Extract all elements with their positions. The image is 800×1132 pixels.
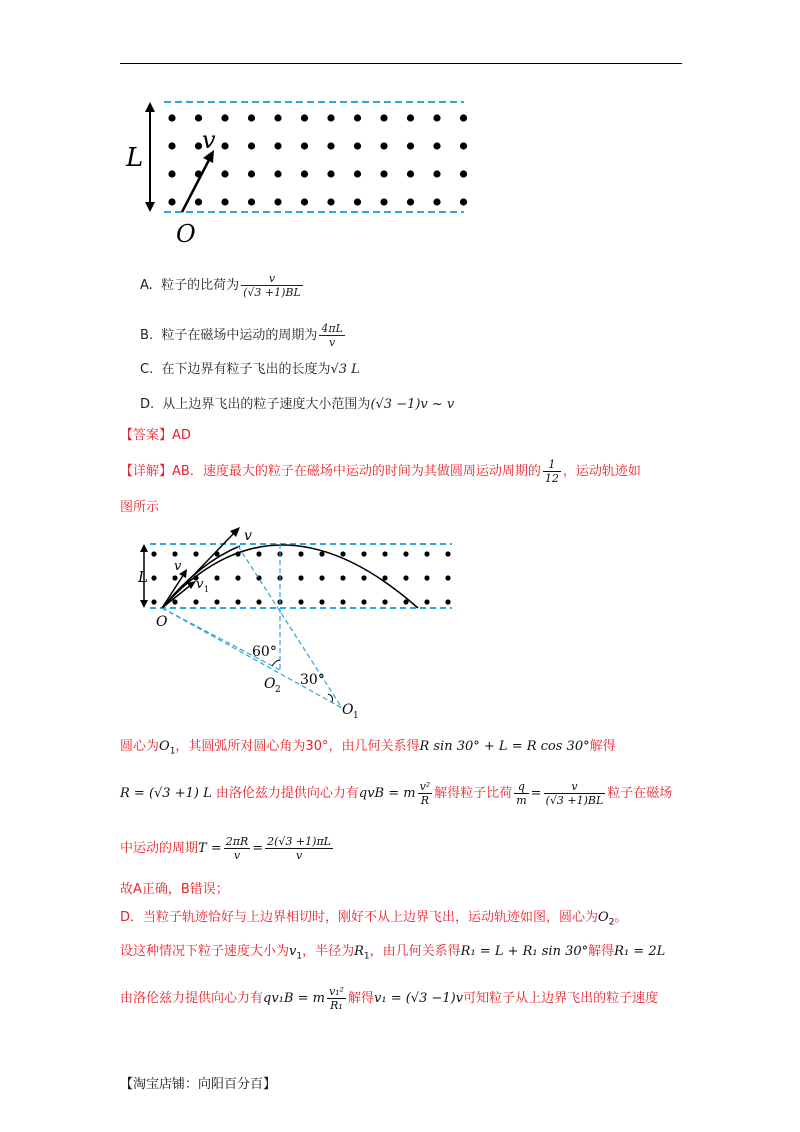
detail-line8-v1: v [289,944,297,959]
detail-line-2: 图所示 [120,500,160,515]
option-c-text: 在下边界有粒子飞出的长度为 [161,362,331,377]
field-dot [327,170,334,177]
footer-shop-label: 【淘宝店铺：向阳百分百】 [120,1077,277,1092]
field-dot [235,599,240,604]
field-dot [151,575,156,580]
detail-line-3 [120,737,616,762]
option-a-text: 粒子的比荷为 [161,278,240,293]
detail-line4-fn: v² [419,780,431,793]
detail-line8-c: ，由几何关系得 [369,944,461,959]
field-dot [382,551,387,556]
field-dot [361,575,366,580]
option-d-math: (√3 −1)v ~ v [370,397,455,412]
field-dot [248,114,255,121]
field-dot [301,170,308,177]
fig2-label-O: O [156,614,168,630]
field-dot [248,142,255,149]
detail-line9-eq2: v₁ = (√3 −1)v [374,991,464,1006]
field-dot [274,170,281,177]
field-dot [354,142,361,149]
detail-line7-o2: O [598,910,609,925]
detail-line4-c: 粒子在磁场 [607,786,673,801]
field-dot [274,114,281,121]
option-b-prefix: B. [140,328,154,343]
field-dot [221,198,228,205]
fig2-label-O2: O [264,676,276,692]
detail-line-7 [120,908,627,933]
field-dot [407,198,414,205]
detail-line4-a: 由洛伦兹力提供向心力有 [215,786,359,801]
field-dot [172,599,177,604]
fig2-label-O1: O [342,702,354,718]
field-dot [380,198,387,205]
field-dot [380,142,387,149]
field-dot [327,198,334,205]
detail-line3-eq: R sin 30° + L = R cos 30° [419,739,590,754]
answer-line [120,426,191,446]
field-dot [433,142,440,149]
detail-line5-f1n: 2πR [225,835,249,848]
detail-line5-eq: T = [198,841,222,856]
option-c-math: √3 L [330,362,360,377]
field-dot [460,114,467,121]
detail-line4-qn: q [514,780,528,794]
field-dot [274,198,281,205]
figure-magnetic-field-top [120,90,480,250]
field-dot [407,114,414,121]
fig2-label-30: 30° [300,672,325,688]
detail-line9-fd: R₁ [330,999,343,1012]
field-dot [340,599,345,604]
field-dot [151,551,156,556]
fig2-label-60: 60° [252,644,277,660]
field-dot [298,551,303,556]
fig2-label-v1: v [196,577,204,592]
detail-line4-b: 解得粒子比荷 [434,786,513,801]
detail-line8-eq: R₁ = L + R₁ sin 30° [460,944,589,959]
fig2-label-v-small: v [174,559,182,574]
field-dot [274,142,281,149]
detail-line4-vd: (√3 +1)BL [545,794,604,807]
detail-line8-b: ，半径为 [302,944,355,959]
field-dot [407,170,414,177]
detail-line8-r1-sub: 1 [363,951,370,962]
field-dot [361,599,366,604]
field-dot [460,142,467,149]
field-dot [319,575,324,580]
detail-line4-qd: m [516,794,527,807]
option-b [140,322,347,349]
detail-line3-b: ，其圆弧所对圆心角为30°，由几何关系得 [175,739,420,754]
field-dot [256,551,261,556]
detail-line4-eq2: = [530,786,542,801]
field-dot [403,551,408,556]
field-dot [445,599,450,604]
field-dot [354,198,361,205]
figure-trajectory-diagram [120,522,460,727]
field-dot [319,599,324,604]
detail-line4-r: R = (√3 +1) L [120,786,212,801]
detail-line8-v1-sub: 1 [296,951,303,962]
field-dot [382,599,387,604]
option-b-den: v [329,336,336,349]
field-dot [433,170,440,177]
option-b-text: 粒子在磁场中运动的周期为 [161,328,318,343]
field-dot [172,575,177,580]
field-dot [340,551,345,556]
detail-line8-d: 解得 [588,944,615,959]
detail-line9-b: 解得 [347,991,374,1006]
answer-label: 【答案】 [120,428,173,443]
field-dot [195,198,202,205]
fig1-label-L: L [126,143,144,173]
field-dot [354,170,361,177]
field-dot [354,114,361,121]
detail-line5-f2d: v [295,849,303,862]
field-dot [168,198,175,205]
detail-line5-f1d: v [233,849,241,862]
fig2-label-O2-sub: 2 [275,685,281,695]
detail-line3-o1: O [159,739,170,754]
field-dot [301,114,308,121]
field-dot [168,142,175,149]
field-dot [298,599,303,604]
detail-line9-fn: v₁² [328,985,344,998]
detail-line8-eq2: R₁ = 2L [614,944,666,959]
field-dot [168,114,175,121]
detail-line7-a: D．当粒子轨迹恰好与上边界相切时，刚好不从上边界飞出，运动轨迹如图，圆心为 [120,910,599,925]
fig2-label-O1-sub: 1 [353,711,359,721]
field-dot [361,551,366,556]
detail-line5-a: 中运动的周期 [120,841,199,856]
field-dot [193,599,198,604]
fig2-label-v1-sub: 1 [204,585,210,594]
option-a-num: v [241,272,303,286]
detail-line1-text: AB．速度最大的粒子在磁场中运动的时间为其做圆周运动周期的 [172,464,541,479]
detail-line5-f2n: 2(√3 +1)πL [267,835,331,848]
field-dot [460,170,467,177]
field-dot [193,551,198,556]
option-d-prefix: D. [140,397,155,412]
field-dot [403,575,408,580]
detail-line8-r1: R [354,944,364,959]
fig1-label-O: O [176,220,196,248]
detail-line9-c: 可知粒子从上边界飞出的粒子速度 [463,991,659,1006]
field-dot [433,114,440,121]
detail-line7-o2-sub: 2 [608,917,615,928]
field-dot [214,599,219,604]
detail-line-6: 故A正确，B错误； [120,882,229,897]
field-dot [433,198,440,205]
field-dot [445,551,450,556]
detail-line9-a: 由洛伦兹力提供向心力有 [120,991,264,1006]
detail-line1-end: ，运动轨迹如 [562,464,641,479]
fig2-label-v: v [244,528,252,544]
detail-line9-eq: qv₁B = m [263,991,325,1006]
detail-line4-vn: v [544,780,606,794]
field-dot [221,170,228,177]
field-dot [445,575,450,580]
field-dot [424,575,429,580]
field-dot [214,575,219,580]
field-dot [460,198,467,205]
option-a-prefix: A. [140,278,153,293]
detail-line4-fd: R [420,794,430,807]
answer-value: AD [172,428,191,443]
field-dot [256,599,261,604]
field-dot [195,114,202,121]
fig2-label-L: L [138,568,148,586]
option-b-num: 4πL [321,322,343,335]
field-dot [382,575,387,580]
detail-line7-b: 。 [614,910,628,925]
detail-frac1-num: 1 [543,458,561,472]
detail-line3-a: 圆心为 [120,739,160,754]
detail-line-9 [120,985,658,1012]
detail-line3-o1-sub: 1 [169,746,176,757]
field-dot [327,114,334,121]
field-dot [424,599,429,604]
field-dot [380,114,387,121]
field-dot [221,142,228,149]
field-dot [327,142,334,149]
field-dot [221,114,228,121]
header-rule [120,63,682,64]
field-dot [301,198,308,205]
option-d-text: 从上边界飞出的粒子速度大小范围为 [162,397,371,412]
option-a [140,272,305,299]
field-dot [424,551,429,556]
option-d [140,396,454,414]
option-c-prefix: C. [140,362,154,377]
field-dot [235,575,240,580]
detail-line-4 [120,780,672,807]
detail-line-5: 中运动的周期T = $\frac{2\pi R}{v}$ = $\frac{2(√3 +1)\pi L}{v}$ [120,835,331,862]
field-dot [248,170,255,177]
field-dot [319,551,324,556]
detail-line-8 [120,942,665,967]
detail-line-1 [120,458,641,485]
field-dot [380,170,387,177]
field-dot [407,142,414,149]
detail-line3-c: 解得 [589,739,616,754]
detail-frac1-den: 12 [544,472,559,485]
option-a-den: (√3 +1)BL [243,286,301,299]
field-dot [151,599,156,604]
detail-label: 【详解】 [120,464,173,479]
field-dot [301,142,308,149]
detail-line4-eq: qvB = m [358,786,416,801]
field-dot [168,170,175,177]
field-dot [248,198,255,205]
fig1-label-v: v [202,126,216,154]
field-dot [172,551,177,556]
field-dot [298,575,303,580]
field-dot [340,575,345,580]
option-c [140,361,360,379]
detail-line8-a: 设这种情况下粒子速度大小为 [120,944,290,959]
